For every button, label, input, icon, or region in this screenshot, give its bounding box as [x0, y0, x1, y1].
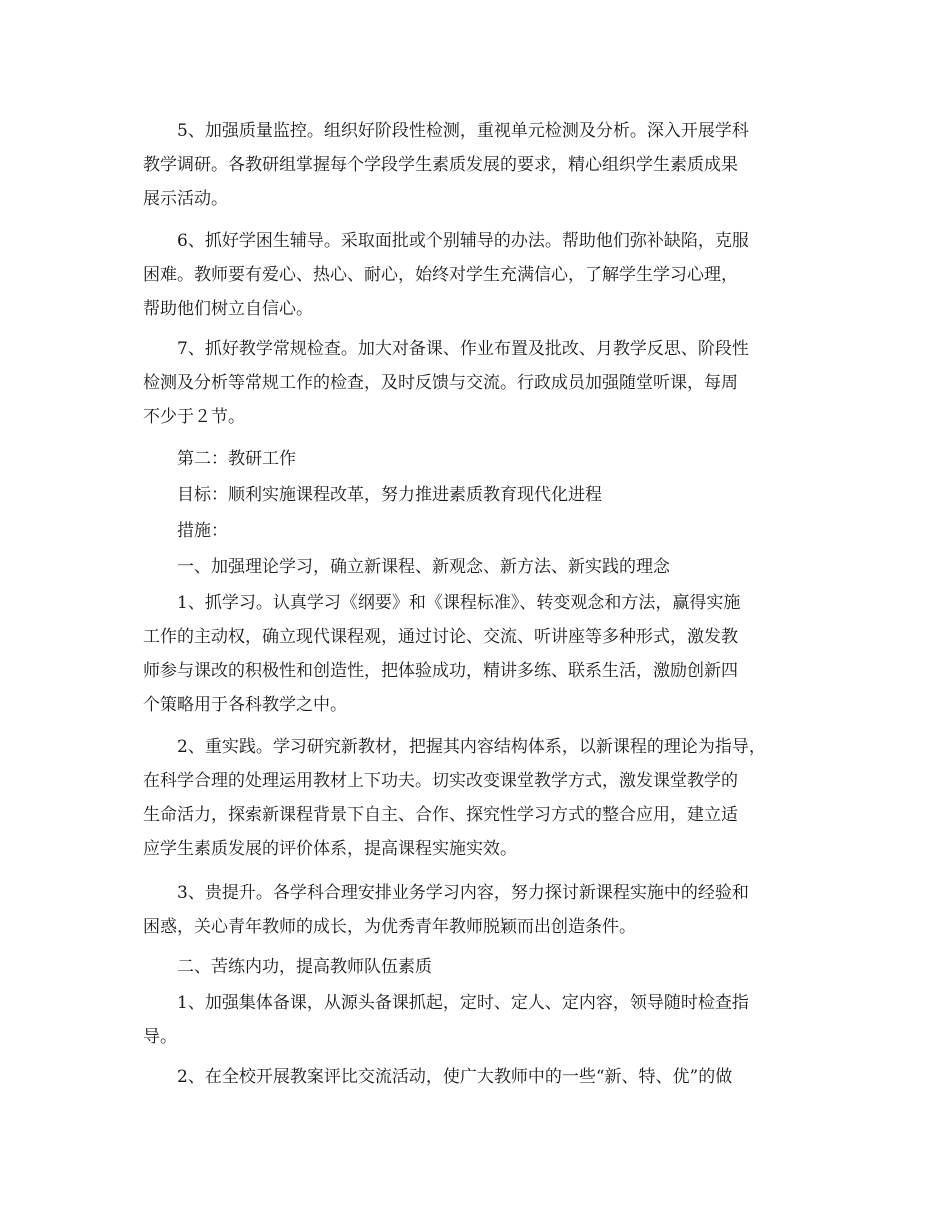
- text-line: 帮助他们树立自信心。: [143, 299, 313, 319]
- text-line: 第二：教研工作: [177, 449, 296, 469]
- paragraph-lesson-plan-contest: [143, 1060, 813, 1094]
- paragraph-collective-lesson-prep: [143, 986, 813, 1054]
- text-line: 5、加强质量监控。组织好阶段性检测，重视单元检测及分析。深入开展学科: [177, 121, 749, 141]
- subheading-theory-study: [143, 550, 813, 584]
- paragraph-study: [143, 586, 813, 722]
- text-line: 教学调研。各教研组掌握每个学段学生素质发展的要求，精心组织学生素质成果: [143, 155, 738, 175]
- text-line: 2、在全校开展教案评比交流活动，使广大教师中的一些“新、特、优”的做: [177, 1067, 733, 1087]
- text-line: 2、重实践。学习研究新教材，把握其内容结构体系，以新课程的理论为指导，: [177, 737, 766, 757]
- paragraph-measures-label: [143, 514, 813, 548]
- text-line: 个策略用于各科教学之中。: [143, 695, 347, 715]
- subheading-teacher-quality: [143, 950, 813, 984]
- paragraph-quality-monitoring: [143, 114, 813, 216]
- text-line: 措施：: [177, 521, 228, 541]
- text-line: 困难。教师要有爱心、热心、耐心，始终对学生充满信心，了解学生学习心理，: [143, 265, 738, 285]
- paragraph-routine-checks: [143, 332, 813, 434]
- paragraph-practice: [143, 730, 813, 866]
- paragraph-struggling-students: [143, 224, 813, 326]
- text-line: 工作的主动权，确立现代课程观，通过讨论、交流、听讲座等多种形式，激发教: [143, 627, 738, 647]
- text-line: 检测及分析等常规工作的检查，及时反馈与交流。行政成员加强随堂听课，每周: [143, 373, 738, 393]
- text-line: 师参与课改的积极性和创造性，把体验成功，精讲多练、联系生活，激励创新四: [143, 661, 738, 681]
- text-line: 二、苦练内功，提高教师队伍素质: [177, 957, 432, 977]
- text-line: 导。: [143, 1027, 177, 1047]
- text-line: 1、抓学习。认真学习《纲要》和《课程标准》、转变观念和方法，赢得实施: [177, 593, 741, 613]
- text-line: 7、抓好教学常规检查。加大对备课、作业布置及批改、月教学反思、阶段性: [177, 339, 749, 359]
- text-line: 3、贵提升。各学科合理安排业务学习内容，努力探讨新课程实施中的经验和: [177, 883, 749, 903]
- text-line: 困惑，关心青年教师的成长，为优秀青年教师脱颖而出创造条件。: [143, 917, 636, 937]
- text-line: 目标：顺利实施课程改革，努力推进素质教育现代化进程: [177, 485, 602, 505]
- text-line: 展示活动。: [143, 189, 228, 209]
- paragraph-goal: [143, 478, 813, 512]
- paragraph-improvement: [143, 876, 813, 944]
- text-line: 1、加强集体备课，从源头备课抓起，定时、定人、定内容，领导随时检查指: [177, 993, 749, 1013]
- text-line: 6、抓好学困生辅导。采取面批或个别辅导的办法。帮助他们弥补缺陷，克服: [177, 231, 749, 251]
- text-line: 在科学合理的处理运用教材上下功夫。切实改变课堂教学方式，激发课堂教学的: [143, 771, 738, 791]
- text-line: 一、加强理论学习，确立新课程、新观念、新方法、新实践的理念: [177, 557, 670, 577]
- text-line: 应学生素质发展的评价体系，提高课程实施实效。: [143, 839, 517, 859]
- section-heading-teaching-research: [143, 442, 813, 476]
- text-line: 生命活力，探索新课程背景下自主、合作、探究性学习方式的整合应用，建立适: [143, 805, 738, 825]
- text-line: 不少于２节。: [143, 407, 245, 427]
